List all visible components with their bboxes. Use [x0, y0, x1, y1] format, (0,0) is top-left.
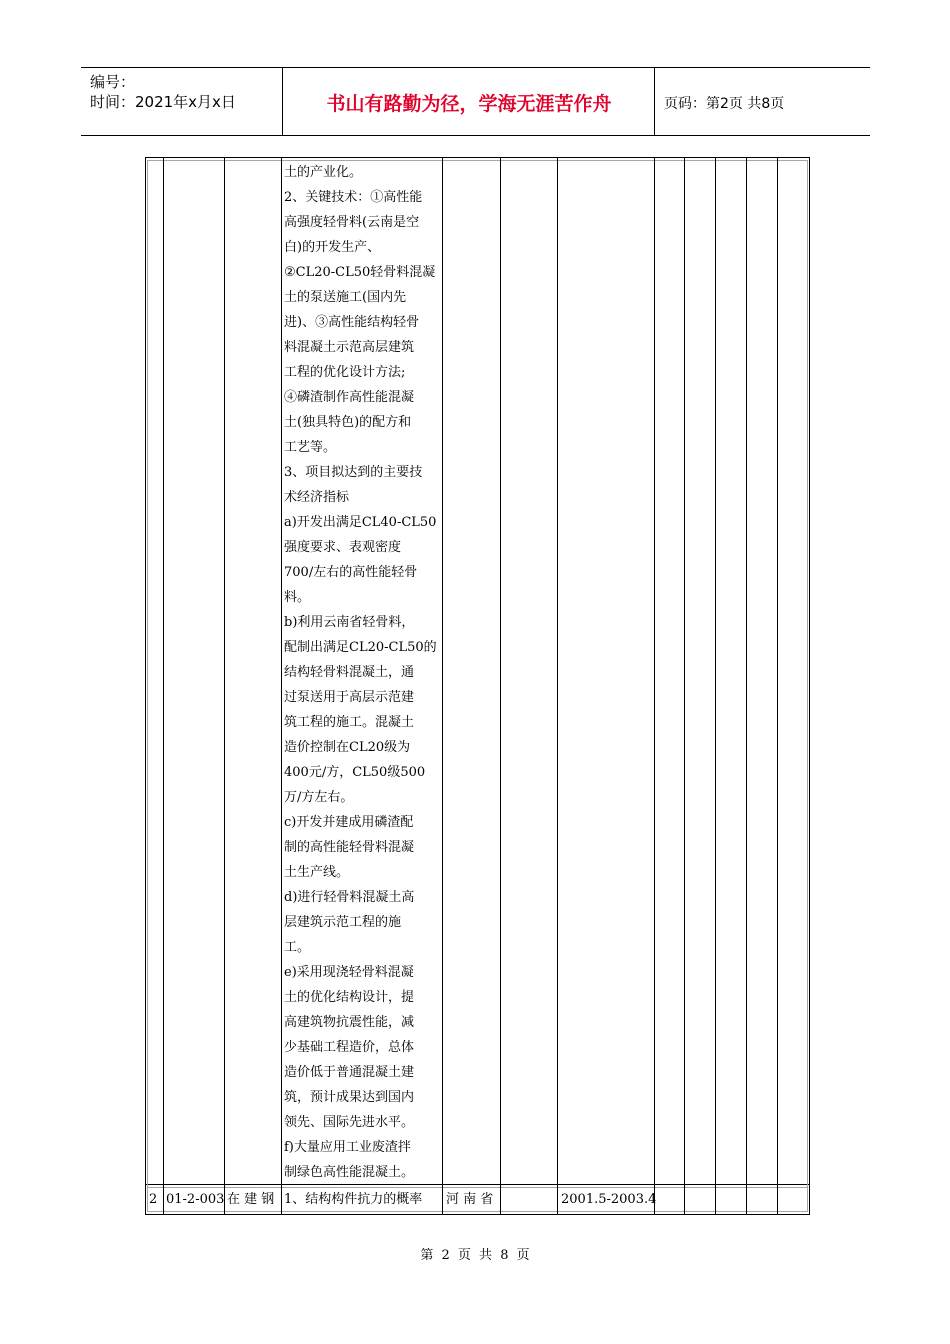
content-line: 造价低于普通混凝土建	[284, 1065, 415, 1080]
col-line-12	[809, 157, 810, 1215]
header-divider-left	[282, 67, 283, 135]
content-line: 400元/方，CL50级500	[284, 765, 426, 780]
page-footer: 第 2 页 共 8 页	[420, 1248, 530, 1263]
content-line: 结构轻骨料混凝土，通	[284, 665, 415, 680]
content-line: a)开发出满足CL40-CL50	[284, 515, 437, 530]
col-line-6	[557, 157, 558, 1215]
content-line: b)利用云南省轻骨料，	[284, 615, 415, 630]
content-line: 造价控制在CL20级为	[284, 740, 411, 755]
row-separator-inner	[147, 1187, 808, 1188]
header-info	[90, 72, 280, 112]
content-line: 高强度轻骨料(云南是空	[284, 215, 420, 230]
document-time: 时间：2021年x月x日	[90, 93, 236, 111]
content-line: 制绿色高性能混凝土。	[284, 1165, 415, 1180]
content-line: 3、项目拟达到的主要技	[284, 465, 423, 480]
content-line: 土的泵送施工(国内先	[284, 290, 407, 305]
content-line: 土的产业化。	[284, 165, 363, 180]
col-line-9	[715, 157, 716, 1215]
content-line: 万/方左右。	[284, 790, 354, 805]
content-line: 领先、国际先进水平。	[284, 1115, 415, 1130]
content-line: c)开发并建成用磷渣配	[284, 815, 414, 830]
row2-name: 在 建 钢	[227, 1192, 275, 1207]
content-line: 层建筑示范工程的施	[284, 915, 402, 930]
col-line-3	[281, 157, 282, 1215]
content-line: 筑工程的施工。混凝土	[284, 715, 415, 730]
row2-code: 01-2-003	[166, 1192, 225, 1207]
content-line: 料混凝土示范高层建筑	[284, 340, 415, 355]
content-line: 配制出满足CL20-CL50的	[284, 640, 437, 655]
table-bottom-inner-border	[147, 1211, 808, 1212]
row1-content-cell	[284, 160, 444, 1185]
content-line: 工艺等。	[284, 440, 337, 455]
content-line: 制的高性能轻骨料混凝	[284, 840, 415, 855]
content-line: 强度要求、表观密度	[284, 540, 402, 555]
content-line: 工程的优化设计方法;	[284, 365, 406, 380]
header-page-number: 页码：第2页 共8页	[664, 96, 785, 112]
content-line: 高建筑物抗震性能，减	[284, 1015, 415, 1030]
col-line-8	[684, 157, 685, 1215]
content-line: e)采用现浇轻骨料混凝	[284, 965, 414, 980]
table-bottom-border	[145, 1214, 810, 1215]
row2-content: 1、结构构件抗力的概率	[284, 1192, 423, 1207]
header-bottom-rule	[81, 135, 870, 136]
col-line-0-inner	[147, 160, 148, 1212]
col-line-12-inner	[807, 160, 808, 1212]
content-line: 少基础工程造价，总体	[284, 1040, 415, 1055]
header-divider-right	[654, 67, 655, 135]
document-number: 编号：	[90, 73, 136, 91]
content-line: 料。	[284, 590, 311, 605]
content-line: 700/左右的高性能轻骨	[284, 565, 418, 580]
content-line: d)进行轻骨料混凝土高	[284, 890, 415, 905]
col-line-2	[224, 157, 225, 1215]
row2-period: 2001.5-2003.4	[561, 1192, 657, 1207]
table-top-border	[145, 157, 810, 158]
col-line-5	[500, 157, 501, 1215]
content-line: 土生产线。	[284, 865, 350, 880]
header-motto: 书山有路勤为径，学海无涯苦作舟	[326, 93, 612, 115]
table-top-inner-border	[147, 160, 808, 161]
col-line-10	[746, 157, 747, 1215]
content-line: 工。	[284, 940, 311, 955]
content-line: 2、关键技术：①高性能	[284, 190, 423, 205]
content-line: 筑，预计成果达到国内	[284, 1090, 415, 1105]
row2-unit: 河 南 省	[446, 1192, 494, 1207]
header-top-rule	[81, 67, 870, 68]
content-line: f)大量应用工业废渣拌	[284, 1140, 411, 1155]
content-line: 进)、③高性能结构轻骨	[284, 315, 420, 330]
content-line: 土的优化结构设计，提	[284, 990, 415, 1005]
content-line: ②CL20-CL50轻骨料混凝	[284, 265, 436, 280]
col-line-7	[654, 157, 655, 1215]
content-line: 过泵送用于高层示范建	[284, 690, 415, 705]
row-separator	[145, 1184, 810, 1185]
col-line-1	[163, 157, 164, 1215]
row2-seq: 2	[149, 1192, 158, 1207]
content-line: ④磷渣制作高性能混凝	[284, 390, 415, 405]
col-line-11	[777, 157, 778, 1215]
content-line: 术经济指标	[284, 490, 350, 505]
col-line-0	[145, 157, 146, 1215]
content-line: 白)的开发生产、	[284, 240, 381, 255]
content-line: 土(独具特色)的配方和	[284, 415, 412, 430]
